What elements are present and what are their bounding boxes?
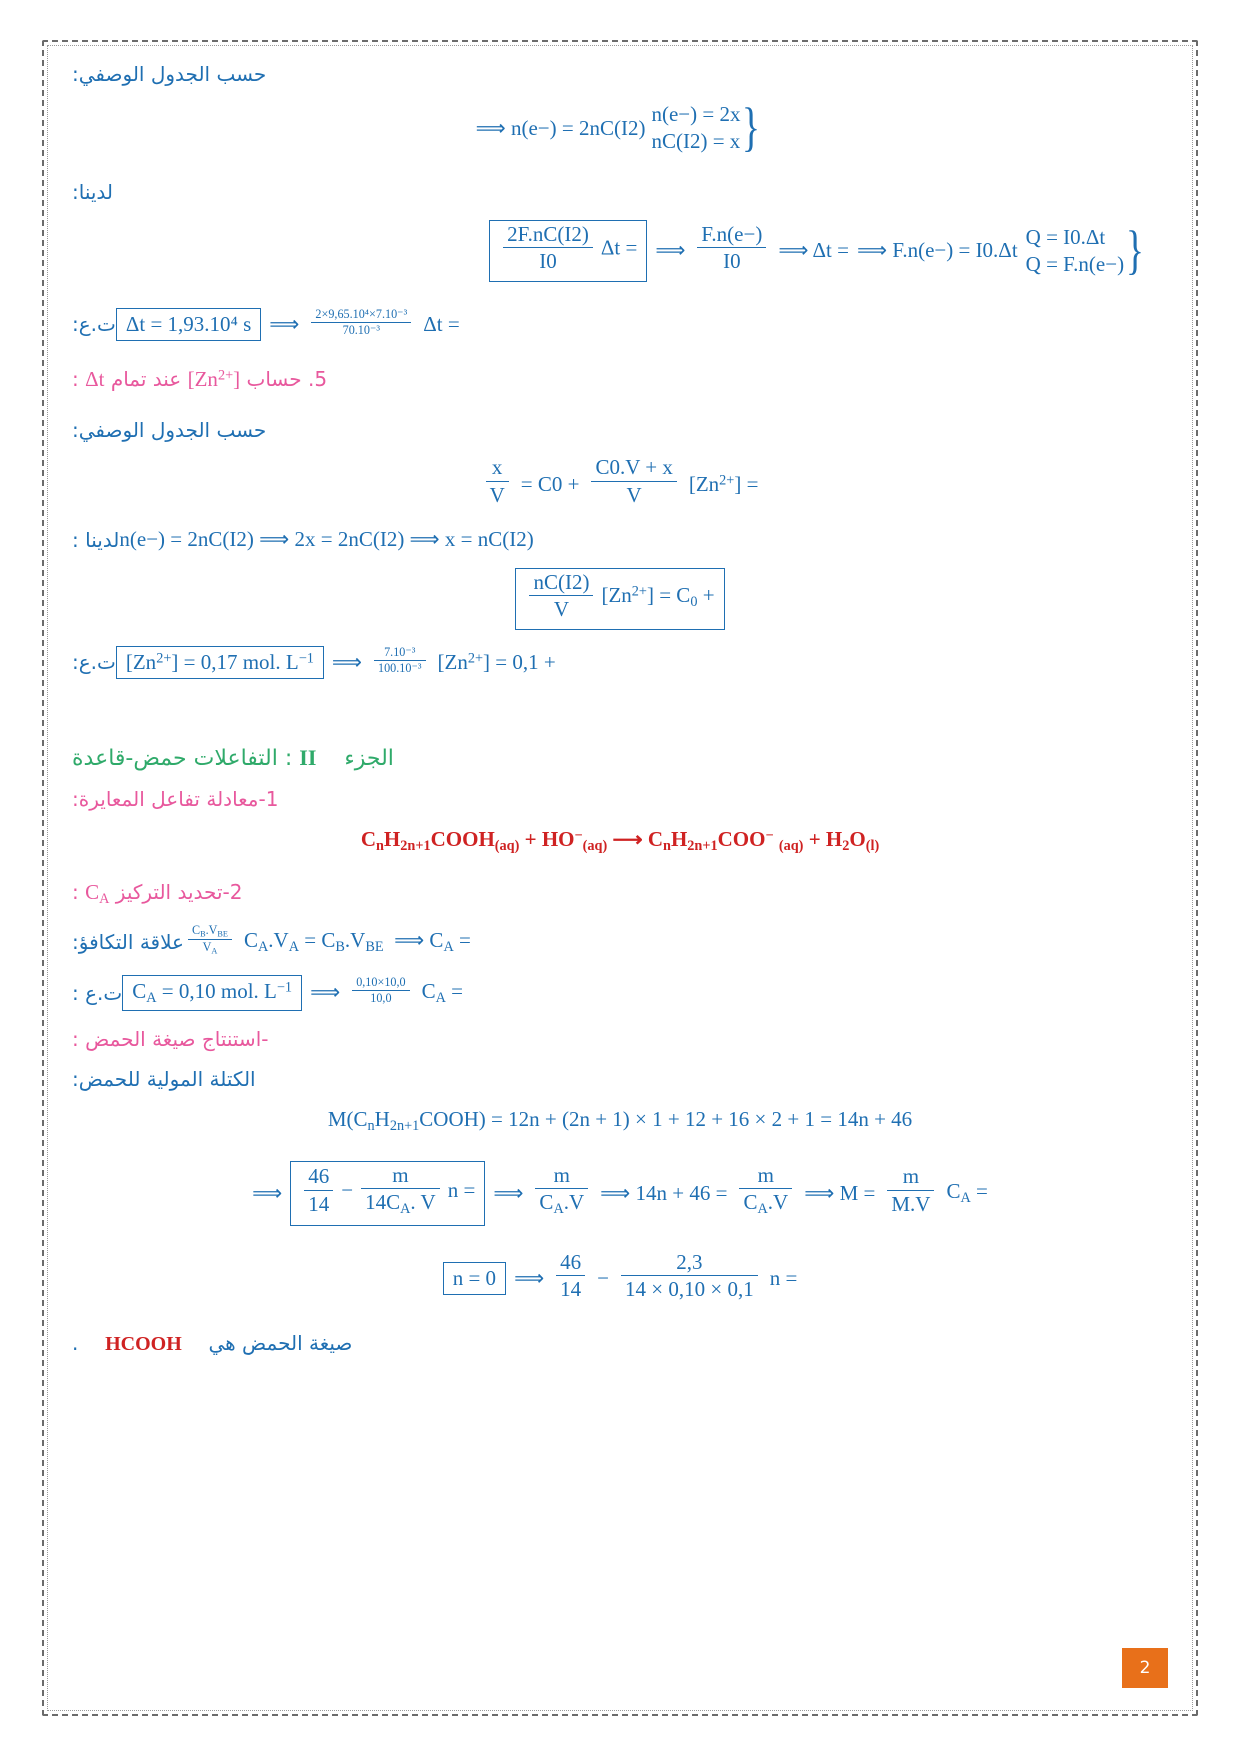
equation-n-chain: [72, 1161, 1168, 1226]
q2-suffix: :: [72, 880, 79, 905]
fraction-n-chain-1: [887, 1163, 934, 1217]
text-line-descriptive-table-1: [72, 62, 1168, 86]
fraction-numerator: x: [486, 454, 509, 481]
zn-def-mid: = C0 +: [520, 471, 580, 496]
fraction-n-final-2: [556, 1249, 585, 1303]
n-chain-4: ⟹: [493, 1180, 524, 1205]
q5-suffix: :: [72, 366, 79, 391]
fraction-numerator: $C_B.V_{BE}$: [188, 923, 232, 941]
boxed-zn-expression-row: [72, 568, 1168, 630]
boxed-result-ca-value: $C_A = 0,10$ mol. $L^{-1}$: [122, 975, 302, 1011]
boxed-result-n-value: n = 0: [443, 1262, 506, 1295]
zn-numapp-arrow: ⟹: [331, 649, 363, 674]
fraction-numerator: 2,3: [621, 1249, 758, 1276]
fraction-zn-def: [591, 454, 676, 508]
fraction-n-final-1: [621, 1249, 758, 1303]
fraction-numapp1: [311, 307, 411, 338]
numeric-application-3-row: [72, 975, 1168, 1011]
conclusion-text: [72, 1331, 352, 1356]
boxed-result-zn-value: $[Zn^{2+}] = 0,17$ mol. $L^{-1}$: [116, 646, 324, 679]
equation-zn-definition: [72, 455, 1168, 512]
n-chain-end: ⟹: [252, 1180, 283, 1205]
fraction-denominator: $C_A.V$: [743, 1189, 789, 1217]
n-chain-2: ⟹ M =: [804, 1180, 876, 1205]
fraction-denominator: 10,0: [370, 991, 392, 1006]
fraction-boxed: [503, 221, 593, 275]
ca-numapp-lhs: $C_A$ =: [421, 978, 464, 1006]
equation-system-2: [72, 220, 1168, 282]
zn-def-lhs: $[Zn^{2+}]$ =: [688, 471, 759, 496]
text-line-conclusion: [72, 1331, 1168, 1356]
fraction-numerator: 2×9,65.10⁴×7.10⁻³: [311, 307, 411, 323]
numapp1-lhs: Δt =: [423, 311, 460, 336]
numeric-application-1: [116, 308, 460, 341]
q2-symbol: $C_A$: [85, 880, 110, 908]
label-numeric-application-2: ت.ع:: [72, 650, 116, 674]
fraction-equivalence: [188, 923, 232, 957]
numeric-application-1-row: [72, 308, 1168, 341]
part2-suffix: : التفاعلات حمض-قاعدة: [72, 745, 293, 771]
heading-part-2: [72, 745, 1168, 771]
label-descriptive-table-1: حسب الجدول الوصفي:: [72, 62, 267, 86]
label-we-have-2: لدينا :: [72, 527, 120, 552]
fraction-denominator: I0: [723, 249, 741, 274]
boxed-lhs: Δt =: [600, 235, 638, 260]
n-chain-1-lhs: $C_A$ =: [946, 1179, 988, 1207]
equation-molar-mass-row: [72, 1107, 1168, 1135]
fraction-n-chain-3: [535, 1162, 588, 1219]
fraction-numerator: 7.10⁻³: [374, 645, 426, 661]
fraction-numerator: nC(I2): [529, 569, 593, 596]
equation-titration: $C_nH_{2n+1}COOH_{(aq)} + HO^-_{(aq)}$ ⟶ $C_nH_{2n+1}COO^-$ $_{(aq)} + H_2O_{(l)}$: [360, 826, 880, 854]
fraction-numerator: C0.V + x: [591, 454, 676, 481]
fraction-zn-numapp: [374, 645, 426, 676]
heading-question-2-text: [72, 880, 242, 908]
n-final-minus: −: [597, 1266, 610, 1291]
label-molar-mass: الكتلة المولية للحمض:: [72, 1066, 256, 1091]
fraction-numerator: m: [887, 1163, 934, 1190]
part2-prefix: الجزء: [344, 745, 394, 771]
boxed-result-delta-t-value: Δt = 1,93.10⁴ s: [116, 308, 261, 341]
fraction-denominator: 70.10⁻³: [342, 322, 381, 337]
fraction-numerator: F.n(e−): [697, 221, 766, 248]
ca-numapp-arrow: ⟹: [310, 980, 341, 1005]
fraction-n-box-2: [304, 1163, 333, 1217]
q2-prefix: 2-تحديد التركيز: [115, 880, 243, 905]
n-box-lhs: n =: [447, 1177, 476, 1202]
label-equivalence-relation: علاقة التكافؤ:: [72, 929, 184, 954]
label-numeric-application-3: ت.ع :: [72, 980, 123, 1005]
equation-titration-row: [72, 827, 1168, 855]
text-line-descriptive-table-2: [72, 418, 1168, 442]
fraction-ca-numapp: [352, 975, 409, 1006]
system2-arrow: ⟹: [655, 238, 686, 263]
fraction-denominator: 14 × 0,10 × 0,1: [625, 1276, 754, 1301]
fraction-denominator: 14: [560, 1276, 582, 1301]
zn-box-lhs: $[Zn^{2+}] = C_0$ +: [601, 583, 715, 611]
page-content: [72, 62, 1168, 1694]
fraction-n-box-1: [361, 1162, 440, 1219]
fraction-denominator: $V_A$: [202, 940, 218, 956]
system2-line2: Q = F.n(e−): [1025, 251, 1125, 276]
fraction-numerator: 46: [556, 1249, 585, 1276]
fraction-numerator: m: [739, 1162, 792, 1189]
fraction-n-chain-2: [739, 1162, 792, 1219]
conclusion-prefix: صيغة الحمض هي: [208, 1331, 353, 1356]
fraction-numerator: 0,10×10,0: [352, 975, 409, 991]
numeric-application-2: [116, 646, 556, 679]
fraction-delta-t: [697, 221, 766, 275]
fraction-denominator: V: [626, 482, 642, 507]
fraction-denominator: $14C_A$. V: [365, 1189, 436, 1217]
fraction-numerator: m: [535, 1162, 588, 1189]
electron-relation-row: [72, 527, 1168, 552]
fraction-zn-box: [529, 569, 593, 623]
equation-system-1: [72, 97, 1168, 158]
heading-question-2-concentration: [72, 880, 1168, 908]
heading-question-1-text: 1-معادلة تفاعل المعايرة:: [72, 786, 279, 811]
numeric-application-2-row: [72, 646, 1168, 679]
equation-n-final: [72, 1249, 1168, 1306]
heading-deduce-formula-text: -استنتاج صيغة الحمض :: [72, 1026, 269, 1051]
q5-delta-t: Δt: [85, 366, 105, 391]
heading-part-2-text: [72, 745, 394, 771]
label-we-have-1: لدينا:: [72, 180, 114, 204]
numeric-application-3: [122, 975, 463, 1011]
system2-step1: ⟹ F.n(e−) = I0.Δt: [856, 238, 1018, 263]
fraction-denominator: $C_A.V$: [539, 1189, 585, 1217]
boxed-zn-expression: [515, 568, 724, 630]
equivalence-lhs: $C_A.V_A = C_B.V_{BE}$ ⟹ $C_A$ =: [243, 927, 471, 955]
fraction-denominator: V: [489, 482, 505, 507]
q5-species: $[Zn^{2+}]$: [187, 366, 241, 391]
fraction-zn-def-2: [486, 454, 509, 508]
conclusion-suffix: .: [72, 1331, 79, 1356]
equation-electron-relation: n(e−) = 2nC(I2) ⟹ 2x = 2nC(I2) ⟹ x = nC(I2): [119, 527, 534, 551]
text-line-we-have-1: [72, 180, 1168, 204]
fraction-denominator: 14: [308, 1191, 330, 1216]
system2-line1: Q = I0.Δt: [1025, 224, 1106, 249]
text-line-molar-mass: [72, 1067, 1168, 1091]
n-box-minus: −: [341, 1177, 354, 1202]
fraction-denominator: 100.10⁻³: [378, 660, 422, 675]
label-descriptive-table-2: حسب الجدول الوصفي:: [72, 417, 267, 442]
label-numeric-application-1: ت.ع:: [72, 312, 116, 336]
page-number-badge: 2: [1122, 1648, 1168, 1688]
brace-icon: {: [742, 97, 761, 158]
part2-roman-numeral: II: [299, 744, 317, 770]
heading-question-5: [72, 367, 1168, 392]
n-final-arrow: ⟹: [514, 1266, 545, 1291]
system1-line2: nC(I2) = x: [651, 129, 741, 153]
conclusion-formula: HCOOH: [105, 1333, 182, 1356]
fraction-denominator: I0: [539, 249, 557, 274]
fraction-denominator: V: [553, 597, 570, 622]
q5-mid: عند تمام: [110, 366, 182, 391]
equation-molar-mass: $M(C_nH_{2n+1}COOH) = 12n + (2n + 1) \times 1 + 12 + 16 \times 2 + 1 = 14n + 46$: [327, 1106, 913, 1134]
numapp1-arrow: ⟹: [269, 311, 300, 336]
boxed-n-expression: [290, 1161, 485, 1226]
fraction-numerator: 46: [304, 1163, 333, 1190]
fraction-denominator: M.V: [891, 1191, 931, 1216]
heading-question-1-titration: [72, 787, 1168, 811]
n-final-lhs: n =: [769, 1266, 798, 1291]
brace-icon: {: [1125, 220, 1145, 281]
system1-result: ⟹ n(e−) = 2nC(I2): [475, 115, 646, 140]
zn-numapp-lhs: $[Zn^{2+}] = 0,1$ +: [437, 649, 556, 674]
q5-prefix: 5. حساب: [246, 366, 328, 391]
system2-step2: ⟹ Δt =: [778, 238, 849, 263]
equivalence-relation-row: [72, 924, 1168, 958]
heading-question-5-text: [72, 367, 327, 392]
boxed-result-delta-t-expression: [489, 220, 647, 282]
heading-deduce-formula: [72, 1027, 1168, 1051]
system1-line1: n(e−) = 2x: [651, 102, 741, 126]
fraction-numerator: m: [361, 1162, 440, 1189]
fraction-numerator: 2F.nC(I2): [503, 221, 593, 248]
equation-equivalence: [184, 924, 471, 958]
n-chain-3: ⟹ 14n + 46 =: [600, 1180, 728, 1205]
